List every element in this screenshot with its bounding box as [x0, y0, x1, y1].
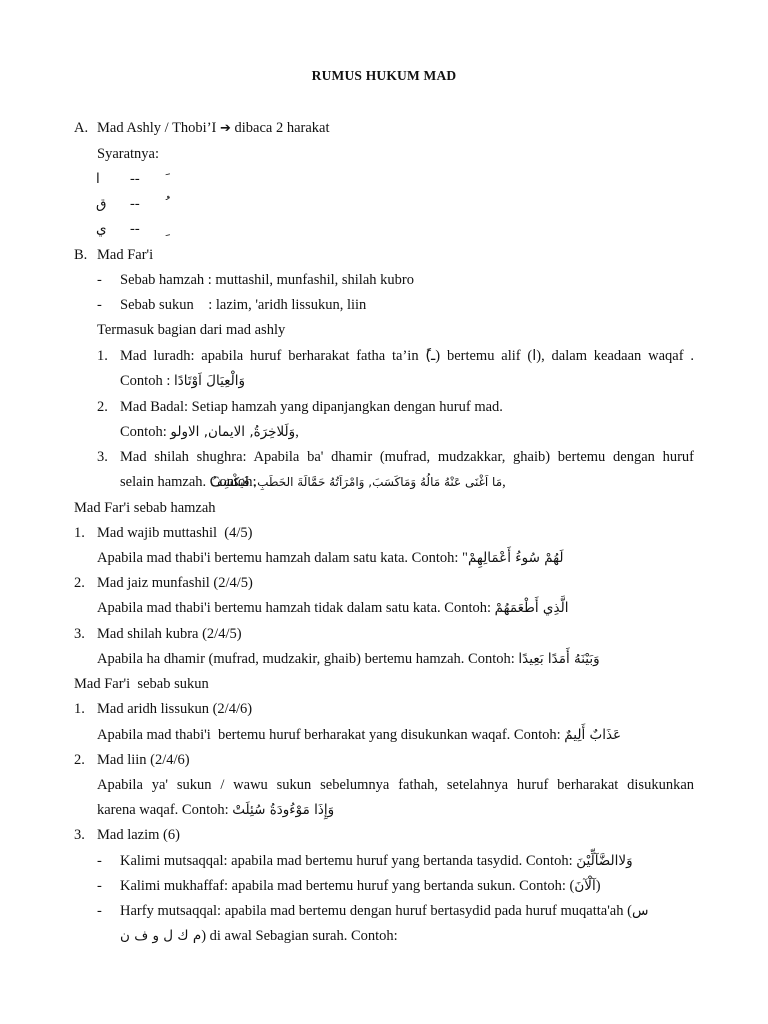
mad-jaiz-desc — [97, 599, 568, 617]
mad-shilah-shughra-text: Mad shilah shughra: Apabila ba' dhamir (mufrad, mudzakkar, ghaib) bertemu dengan huruf — [120, 449, 694, 465]
item-number: 1. — [74, 701, 85, 717]
syarat-letter-ya: ي — [96, 221, 107, 237]
syarat-label: Syaratnya: — [97, 146, 160, 162]
syarat-fathah: َ — [164, 170, 169, 188]
arabic-example: عَذَابٌ أَلِيمٌ — [564, 727, 622, 743]
syarat-dash: -- — [130, 196, 140, 212]
arabic-example: وَإِذَا مَوْءُودَةُ سُئِلَتْ — [232, 802, 335, 818]
arabic-example: وَلاالضَّآلِّيْنَ — [576, 853, 633, 869]
mad-liin-desc-line2 — [97, 801, 334, 819]
mad-badal-example — [120, 423, 299, 441]
sebab-hamzah-line: Sebab hamzah : muttashil, munfashil, shilah kubro — [120, 272, 414, 288]
termasuk-line: Termasuk bagian dari mad ashly — [97, 322, 286, 338]
item-number: 2. — [74, 752, 85, 768]
example-label: Contoh : — [120, 373, 171, 389]
arabic-example: وَلَلاخِرَةُ, الايمان, الاولو — [170, 424, 296, 440]
syarat-kasrah: ِ — [164, 220, 169, 238]
section-b-marker: B. — [74, 247, 88, 263]
syarat-dash: -- — [130, 221, 140, 237]
mad-jaiz-title: Mad jaiz munfashil (2/4/5) — [97, 575, 253, 591]
arabic-example: مَا اَغْنَى عَنْهُ مَالُهُ وَمَاكَسَبَ, وَامْرَاَتُهُ حَمَّالَةَ الحَطَبِ, فَيَكْشِفُ — [210, 475, 503, 489]
kalimi-mutsaqqal-text: Kalimi mutsaqqal: apabila mad bertemu huruf yang bertanda tasydid. Contoh: — [120, 853, 573, 869]
section-a-heading-text: Mad Ashly / Thobi’I — [97, 120, 217, 136]
arabic-letter: س — [631, 903, 649, 919]
mad-aridh-title: Mad aridh lissukun (2/4/6) — [97, 701, 253, 717]
item-number: 3. — [74, 827, 85, 843]
harfy-mutsaqqal-line1 — [120, 902, 648, 920]
arabic-example: وَبَيْنَهُ أَمَدًا بَعِيدًا — [518, 651, 600, 667]
bullet-dash: - — [97, 297, 102, 313]
mad-lazim-title: Mad lazim (6) — [97, 827, 180, 843]
mad-liin-desc-line1: Apabila ya' sukun / wawu sukun sebelumnya fathah, setelahnya huruf berharakat disukunkan — [97, 777, 694, 793]
bullet-dash: - — [97, 272, 102, 288]
mad-iwadh-example — [120, 372, 245, 390]
section-a-marker: A. — [74, 120, 89, 136]
mad-shilah-kubra-desc — [97, 650, 600, 668]
arabic-letters: م ك ل و ف ن — [120, 928, 202, 944]
syarat-dash: -- — [130, 171, 140, 187]
arabic-example: وَالْعِيَالَ اَوْتَادًا — [173, 373, 246, 389]
item-number: 3. — [74, 626, 85, 642]
mad-aridh-desc — [97, 726, 621, 744]
bullet-dash: - — [97, 878, 102, 894]
mad-wajib-desc — [97, 549, 564, 567]
section-a-heading-post: dibaca 2 harakat — [234, 120, 330, 136]
syarat-dhammah: ُ — [164, 195, 169, 213]
mad-iwadh-text: Mad luradh: apabila huruf berharakat fatha ta’in (ًـ) bertemu alif (ا), dalam keadaan waqaf . — [120, 348, 694, 364]
section-a-heading — [97, 119, 330, 138]
example-comma: , — [502, 474, 506, 490]
item-number: 3. — [97, 449, 108, 465]
kalimi-mukhaffaf-text: Kalimi mukhaffaf: apabila mad bertemu huruf yang bertanda sukun. Contoh: ( — [120, 878, 575, 894]
section-heading-hamzah: Mad Far'i sebab hamzah — [74, 500, 216, 516]
sebab-sukun-line: Sebab sukun : lazim, 'aridh lissukun, liin — [120, 297, 367, 313]
page-title: RUMUS HUKUM MAD — [311, 68, 457, 83]
item-number: 1. — [97, 348, 108, 364]
arabic-example: لَهُمْ سُوءُ أَعْمَالِهِمْ — [467, 550, 564, 566]
example-label: selain hamzah. Contoh: — [120, 474, 257, 490]
mad-jaiz-desc-text: Apabila mad thabi'i bertemu hamzah tidak dalam satu kata. Contoh: — [97, 600, 491, 616]
harfy-mutsaqqal-line2 — [120, 927, 398, 945]
example-label: Contoh: — [120, 424, 167, 440]
section-b-heading: Mad Far'i — [97, 247, 154, 263]
syarat-letter-alif: ا — [96, 171, 100, 187]
mad-aridh-desc-text: Apabila mad thabi'i bertemu huruf berharakat yang disukunkan waqaf. Contoh: — [97, 727, 561, 743]
mad-liin-desc-text: karena waqaf. Contoh: — [97, 802, 229, 818]
mad-badal-text: Mad Badal: Setiap hamzah yang dipanjangkan dengan huruf mad. — [120, 399, 503, 415]
closing-paren: ) — [595, 878, 601, 894]
item-number: 2. — [97, 399, 108, 415]
harfy-mutsaqqal-text-end: ) di awal Sebagian surah. Contoh: — [201, 928, 398, 944]
item-number: 1. — [74, 525, 85, 541]
kalimi-mukhaffaf-line — [120, 877, 601, 895]
mad-shilah-kubra-title: Mad shilah kubra (2/4/5) — [97, 626, 242, 642]
mad-wajib-desc-text: Apabila mad thabi'i bertemu hamzah dalam satu kata. Contoh: " — [97, 550, 468, 566]
item-number: 2. — [74, 575, 85, 591]
example-comma: , — [295, 424, 299, 440]
mad-wajib-title: Mad wajib muttashil (4/5) — [97, 525, 253, 541]
mad-shilah-shughra-example — [120, 473, 506, 491]
arabic-example: آلْآنَ — [574, 878, 596, 894]
bullet-dash: - — [97, 853, 102, 869]
syarat-letter-qaf: ق — [96, 196, 107, 212]
bullet-dash: - — [97, 903, 102, 919]
right-arrow-icon: ➔ — [219, 121, 231, 136]
kalimi-mutsaqqal-line — [120, 852, 633, 870]
mad-shilah-kubra-desc-text: Apabila ha dhamir (mufrad, mudzakir, ghaib) bertemu hamzah. Contoh: — [97, 651, 515, 667]
mad-liin-title: Mad liin (2/4/6) — [97, 752, 190, 768]
arabic-example: الَّذِي أَطْعَمَهُمْ — [494, 600, 569, 616]
section-heading-sukun: Mad Far'i sebab sukun — [74, 676, 209, 692]
harfy-mutsaqqal-text: Harfy mutsaqqal: apabila mad bertemu dengan huruf bertasydid pada huruf muqatta'ah ( — [120, 903, 632, 919]
